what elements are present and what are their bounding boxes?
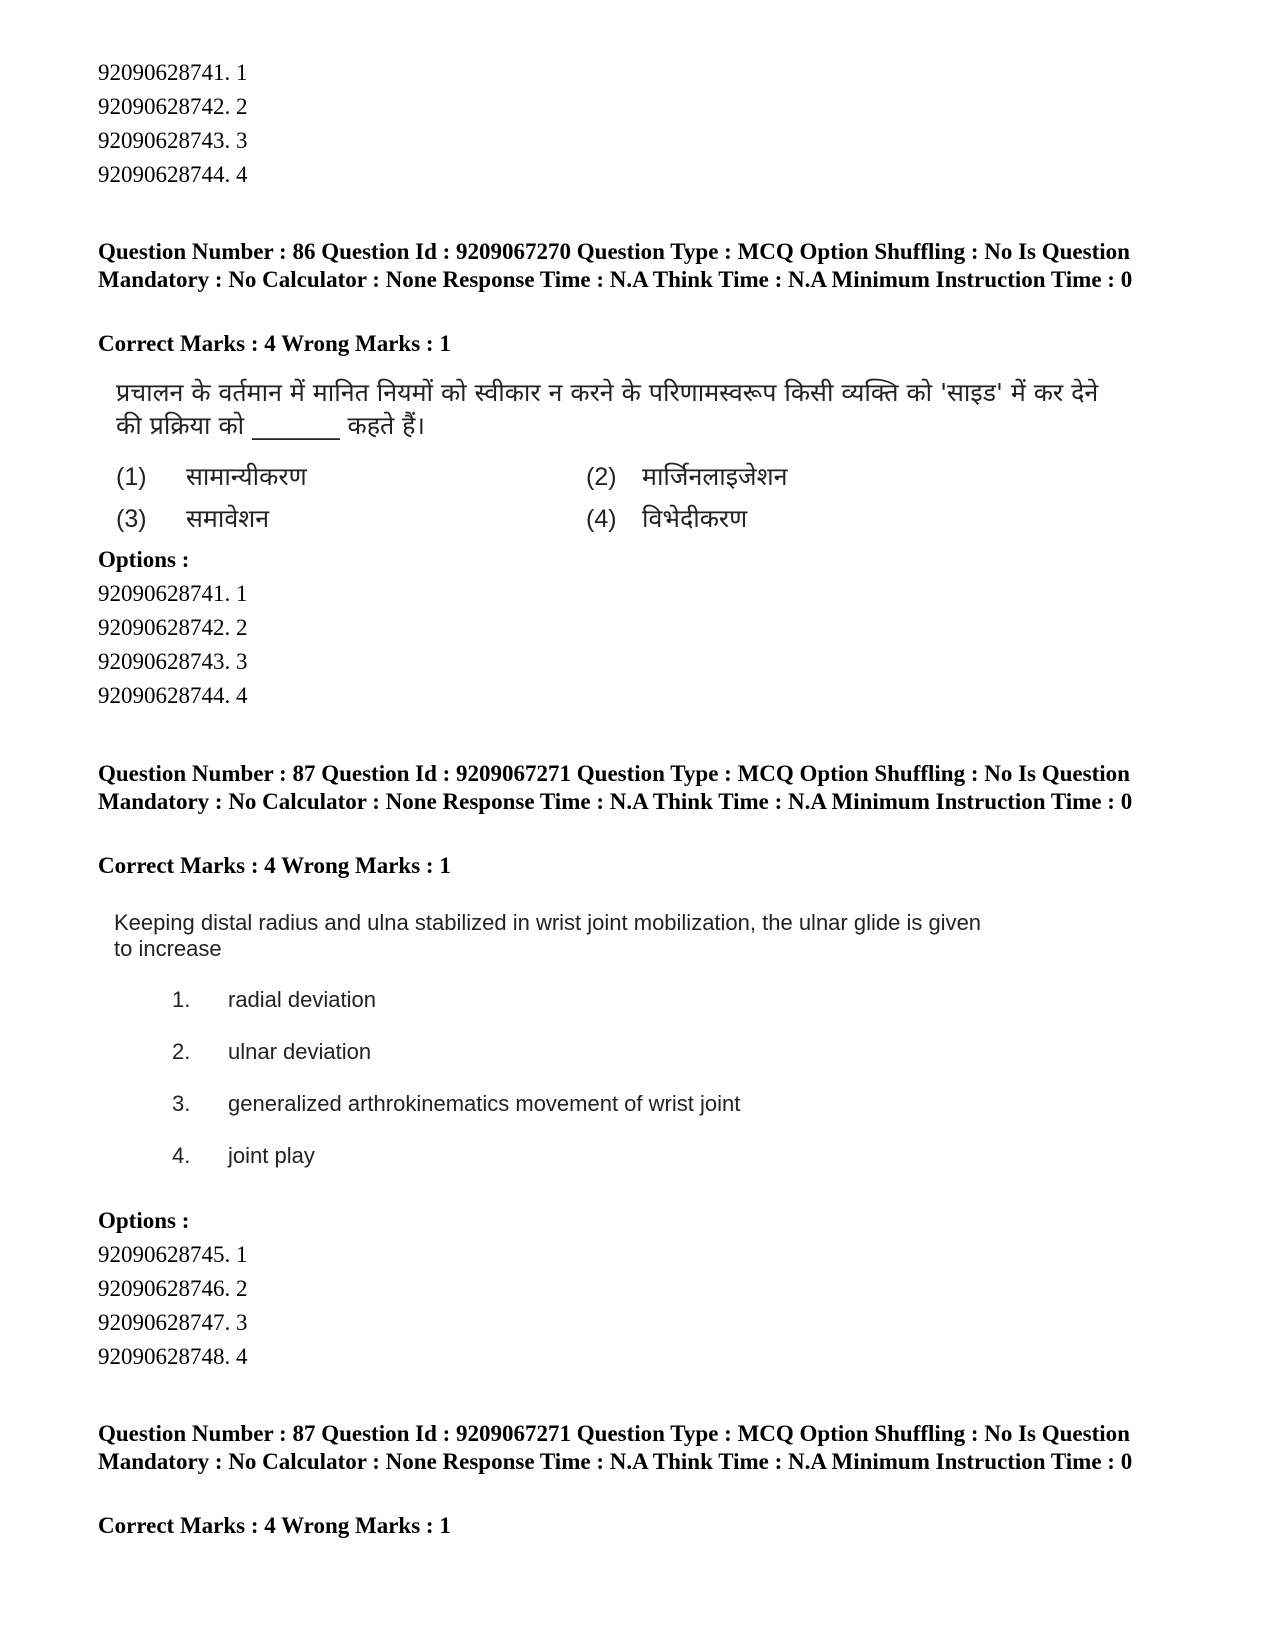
choice-text: ulnar deviation: [228, 1039, 372, 1064]
choice-1: [172, 986, 376, 1014]
option-line: 92090628743. 3: [98, 128, 248, 153]
option-line: 92090628746. 2: [98, 1276, 248, 1301]
option-line: 92090628741. 1: [98, 60, 248, 85]
choice-number: (2): [586, 463, 617, 491]
choice-number: (3): [116, 505, 147, 533]
option-line: 92090628747. 3: [98, 1310, 248, 1335]
question-marks: Correct Marks : 4 Wrong Marks : 1: [98, 853, 451, 878]
choice-2: [172, 1038, 371, 1066]
question-image-hindi: [108, 376, 1108, 551]
option-line: 92090628741. 1: [98, 581, 248, 606]
choice-text: विभेदीकरण: [642, 504, 748, 533]
choice-number: 1.: [172, 987, 191, 1012]
choice-text: समावेशन: [186, 504, 270, 533]
option-line: 92090628742. 2: [98, 615, 248, 640]
choice-3: [116, 504, 269, 534]
choice-number: (4): [586, 505, 617, 533]
choice-1: [116, 462, 307, 492]
choice-number: 3.: [172, 1091, 191, 1116]
question-stem: प्रचालन के वर्तमान में मानित नियमों को स्वीकार न करने के परिणामस्वरूप किसी व्यक्ति को 'साइड' में कर देने की प्रक्रिया को _______ कहते हैं।: [116, 378, 1099, 440]
question-header: Question Number : 87 Question Id : 9209067271 Question Type : MCQ Option Shuffling : No Is Question Mandatory : No Calculator : None Response Time : N.A Think Time : N.A Minimum Instruction Time : 0: [98, 761, 1133, 814]
choice-text: generalized arthrokinematics movement of wrist joint: [228, 1091, 741, 1116]
choice-4: [172, 1142, 315, 1170]
choice-text: joint play: [228, 1143, 315, 1168]
choice-number: 4.: [172, 1143, 191, 1168]
question-stem: Keeping distal radius and ulna stabilized in wrist joint mobilization, the ulnar glide is given to increase: [114, 910, 982, 961]
choice-text: radial deviation: [228, 987, 376, 1012]
option-line: 92090628742. 2: [98, 94, 248, 119]
option-line: 92090628745. 1: [98, 1242, 248, 1267]
option-line: 92090628743. 3: [98, 649, 248, 674]
question-marks: Correct Marks : 4 Wrong Marks : 1: [98, 331, 451, 356]
options-label: Options :: [98, 1208, 190, 1233]
option-line: 92090628748. 4: [98, 1344, 248, 1369]
choice-text: सामान्यीकरण: [186, 462, 307, 491]
question-image-english: [108, 910, 1008, 1170]
question-marks: Correct Marks : 4 Wrong Marks : 1: [98, 1513, 451, 1538]
choice-number: 2.: [172, 1039, 191, 1064]
choice-4: [586, 504, 747, 534]
option-line: 92090628744. 4: [98, 162, 248, 187]
option-line: 92090628744. 4: [98, 683, 248, 708]
question-header: Question Number : 86 Question Id : 9209067270 Question Type : MCQ Option Shuffling : No Is Question Mandatory : No Calculator : None Response Time : N.A Think Time : N.A Minimum Instruction Time : 0: [98, 239, 1133, 292]
choice-3: [172, 1090, 740, 1118]
question-header: Question Number : 87 Question Id : 9209067271 Question Type : MCQ Option Shuffling : No Is Question Mandatory : No Calculator : None Response Time : N.A Think Time : N.A Minimum Instruction Time : 0: [98, 1421, 1133, 1474]
choice-text: मार्जिनलाइजेशन: [642, 462, 788, 491]
choice-2: [586, 462, 787, 492]
options-label: Options :: [98, 547, 190, 572]
choice-number: (1): [116, 463, 147, 491]
